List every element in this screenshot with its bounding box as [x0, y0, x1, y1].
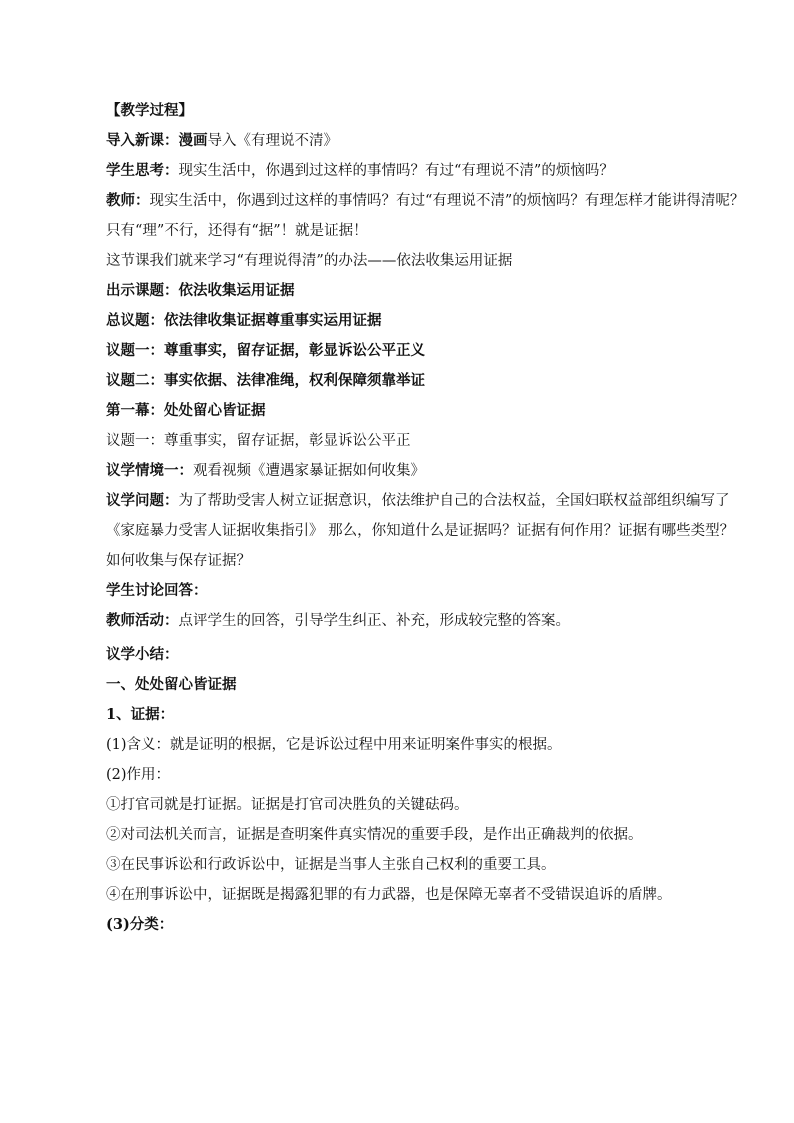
teacher-paragraph [106, 186, 746, 246]
question-paragraph [106, 486, 746, 576]
classification-heading: (3)分类： [106, 916, 174, 933]
general-issue-line: 总议题：依法律收集证据尊重事实运用证据 [106, 312, 382, 329]
definition-line: (1)含义：就是证明的根据，它是诉讼过程中用来证明案件事实的根据。 [106, 737, 562, 753]
student-discussion-line: 学生讨论回答： [106, 582, 208, 599]
teacher-text: 现实生活中，你遇到过这样的事情吗？有过“有理说不清”的烦恼吗？有理怎样才能讲得清呢？只有“理”不行，还得有“据”！就是证据！ [106, 193, 745, 239]
teacher-lead: 教师： [106, 192, 150, 209]
scenario-one-lead: 议学情境一： [106, 462, 193, 479]
intro-text: 导入《有理说不清》 [207, 133, 338, 149]
question-lead: 议学问题： [106, 492, 179, 509]
teacher-activity-lead: 教师活动： [106, 612, 179, 629]
function-item-2: ②对司法机关而言，证据是查明案件真实情况的重要手段，是作出正确裁判的依据。 [106, 827, 643, 843]
student-think-line [106, 156, 746, 186]
student-think-text: 现实生活中，你遇到过这样的事情吗？有过“有理说不清”的烦恼吗？ [178, 163, 614, 179]
issue-one-repeat-line: 议题一：尊重事实，留存证据，彰显诉讼公平正 [106, 433, 411, 449]
topic-line: 出示课题：依法收集运用证据 [106, 282, 295, 299]
student-think-lead: 学生思考： [106, 162, 179, 179]
part-one-heading: 一、处处留心皆证据 [106, 676, 237, 693]
function-item-3: ③在民事诉讼和行政诉讼中，证据是当事人主张自己权利的重要工具。 [106, 857, 556, 873]
document-page [106, 96, 746, 940]
function-item-1: ①打官司就是打证据。证据是打官司决胜负的关键砝码。 [106, 797, 469, 813]
issue-one-line: 议题一：尊重事实，留存证据，彰显诉讼公平正义 [106, 342, 425, 359]
evidence-heading: 1、证据： [106, 706, 175, 723]
section-heading-teaching-process: 【教学过程】 [106, 102, 193, 119]
intro-line [106, 126, 746, 156]
teacher-activity-text: 点评学生的回答，引导学生纠正、补充，形成较完整的答案。 [178, 613, 570, 629]
summary-line: 议学小结： [106, 646, 179, 663]
issue-two-line: 议题二：事实依据、法律准绳，权利保障须靠举证 [106, 372, 425, 389]
function-item-4: ④在刑事诉讼中，证据既是揭露犯罪的有力武器，也是保障无辜者不受错误追诉的盾牌。 [106, 887, 672, 903]
scenario-one-text: 观看视频《遭遇家暴证据如何收集》 [193, 463, 425, 479]
question-text: 为了帮助受害人树立证据意识，依法维护自己的合法权益，全国妇联权益部组织编写了《家庭暴力受害人证据收集指引》 那么，你知道什么是证据吗？证据有何作用？证据有哪些类型？如何收集与保存证据？ [106, 493, 735, 569]
function-heading: (2)作用： [106, 767, 171, 783]
scenario-one-line [106, 456, 746, 486]
intro-lead: 导入新课：漫画 [106, 132, 208, 149]
lesson-intro-line: 这节课我们就来学习“有理说得清”的办法——依法收集运用证据 [106, 253, 513, 269]
teacher-activity-line [106, 606, 746, 636]
act-one-line: 第一幕：处处留心皆证据 [106, 402, 266, 419]
